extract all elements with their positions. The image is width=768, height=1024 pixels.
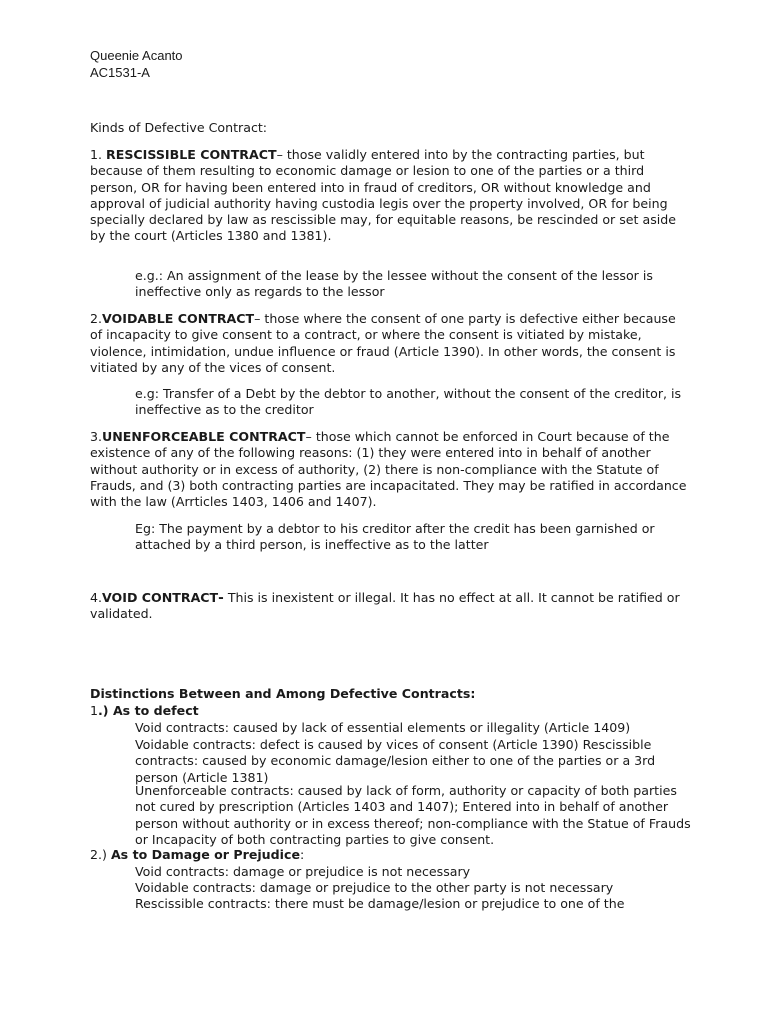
damage-line-void: Void contracts: damage or prejudice is not necessary [135,864,471,879]
kind-term: VOID CONTRACT [102,590,219,605]
kinds-heading: Kinds of Defective Contract: [90,120,268,135]
defect-subheading [90,703,690,719]
kind-term: VOIDABLE CONTRACT [102,311,255,326]
defect-line-unenforceable: Unenforceable contracts: caused by lack of form, authority or capacity of both parties not cured by prescription (Articles 1403 and 1407); Entered into in behalf of another person without authority or in excess thereof; non-compliance with the Statue of Frauds or Incapacity of both contracting parties to give consent. [135,783,691,847]
kind-number: 2. [90,311,103,326]
kind-text: This is inexistent or illegal. It has no effect at all. It cannot be ratified or validated. [90,590,680,622]
kind-rescissible [90,147,690,245]
kind-void [90,590,690,623]
damage-line-rescissible: Rescissible contracts: there must be damage/lesion or prejudice to one of the [135,896,625,911]
kind-term: UNENFORCEABLE CONTRACT [102,429,306,444]
subheading-title: As to Damage or Prejudice [110,847,300,862]
subheading-colon: : [300,847,305,862]
damage-subheading [90,847,690,863]
kind-number: 1. [90,147,107,162]
kind-text: – those where the consent of one party is defective either because of incapacity to give consent to a contract, or where the consent is vitiated by mistake, violence, intimidation, undue influence or fraud (Article 1390). In other words, the consent is vitiated by any of the vices of consent. [90,311,676,375]
author-name: Queenie Acanto [90,48,183,63]
kind-number: 3. [90,429,103,444]
subheading-title: .) As to defect [98,703,199,718]
kind-dash: - [218,590,224,606]
kind-text: – those validly entered into by the contracting parties, but because of them resulting to economic damage or lesion to one of the parties or a third person, OR for having been entered into in fraud of creditors, OR without knowledge and approval of judicial authority having custodia legis over the property involved, OR for being specially declared by law as rescissible may, for equitable reasons, be rescinded or set aside by the court (Articles 1380 and 1381). [90,147,677,244]
kind-example: Eg: The payment by a debtor to his creditor after the credit has been garnished or attached by a third person, is ineffective as to the latter [135,521,655,553]
kind-example: e.g: Transfer of a Debt by the debtor to another, without the consent of the creditor, is ineffective as to the creditor [135,386,682,418]
subheading-number: 1 [90,703,99,718]
kind-voidable [90,311,690,376]
defect-line-void: Void contracts: caused by lack of essential elements or illegality (Article 1409) [135,720,631,735]
kind-text: – those which cannot be enforced in Court because of the existence of any of the following reasons: (1) they were entered into in behalf of another without authority or in excess of authority, (2) there is non-compliance with the Statute of Frauds, and (3) both contracting parties are incapacitated. They may be ratified in accordance with the law (Arrticles 1403, 1406 and 1407). [90,429,687,510]
kind-number: 4. [90,590,103,605]
defect-line-voidable: Voidable contracts: defect is caused by vices of consent (Article 1390) Rescissible contracts: caused by economic damage/lesion either to one of the parties or a 3rd person (Article 1381) [135,737,656,785]
distinctions-heading: Distinctions Between and Among Defective Contracts: [90,686,476,701]
kind-term: RESCISSIBLE CONTRACT [106,147,277,162]
subheading-number: 2.) [90,847,111,862]
course-section: AC1531-A [90,65,150,80]
kind-example: e.g.: An assignment of the lease by the lessee without the consent of the lessor is ineffective only as regards to the lessor [135,268,653,300]
damage-line-voidable: Voidable contracts: damage or prejudice to the other party is not necessary [135,880,614,895]
kind-unenforceable [90,429,690,510]
